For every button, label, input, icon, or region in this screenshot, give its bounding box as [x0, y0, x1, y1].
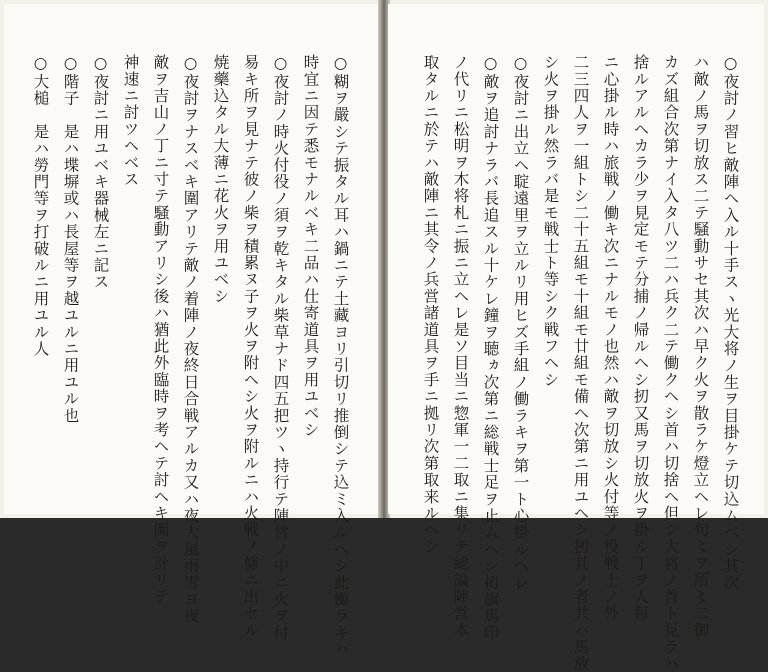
text-column: 焼藥込タル大薄ニ花火ヲ用ユベシ [211, 54, 230, 305]
text-column: ハ敵ノ馬ヲ切放ス二テ騒動サセ其次ハ早ク火ヲ散ラケ燈立ヘレ句〻ヲ所〻二御 [691, 54, 710, 639]
text-column: 敵ヲ吉山ノ丁ニ寸テ騒動アリシ後ハ猶此外臨時ヲ考ヘテ討ヘキ圖ヲ計リテ [151, 54, 170, 606]
text-column: 易キ所ヲ見ナテ彼ノ柴ヲ積累ヌ子ヲ火ヲ附ヘシ火ヲ附ルニハ火戦ノ條ニ出セル [241, 54, 260, 639]
text-column: ○夜討ヲナスベキ圍アリテ敵ノ着陣ノ夜終日合戦アルカ又ハ夜大風雨雪ヨ夜 [181, 54, 200, 625]
left-page [4, 4, 380, 658]
text-column: ○大槌 是ハ勞門等ヲ打破ルニ用ユル人 [31, 54, 50, 358]
text-column: ○夜討ノ習ヒ敵陣ヘ入ル十手スヽ光大将ノ生ヲ目掛ケテ切込ムベシ其次 [721, 54, 740, 591]
text-column: ○糊ヲ嚴シテ振タル耳ハ鍋ニテ土藏ヨリ引切リ推倒シテ込ミ入ルヘシ此働ラキハ [331, 54, 350, 658]
text-column: 二三四人ヲ一組トシ二十五組モ十組モ廿組モ備ヘ次第ニ用ユヘシ扨其ノ者共ハ馬放 [571, 54, 590, 672]
right-page [388, 4, 764, 672]
text-column: ノ代リニ松明ヲ木将札ニ振ニ立ヘレ是ソ目当ニ惣軍一二取ニ集リテ総論陣営本 [451, 54, 470, 639]
text-column: 取タルニ於テハ敵陣ニ其令ノ兵営諸道具ヲ手ニ拠リ次第取来ルヘシ [421, 54, 440, 555]
text-column: ニ心掛ル時ハ旅戦ノ働キ次ニナルモノ也然ハ敵ヲ切放シ火付等ノ役戦士ノ外 [601, 54, 620, 622]
text-column: ○敵ヲ追討ナラバ長追スル十ケレ鐘ヲ聴ヵ次第ニ総戦士足ヲ止ムヘシ扨旗馬印 [481, 54, 500, 641]
text-column: カズ組合次第ナイ入タ八ツ二ハ兵ク二テ働クヘシ首ハ切捨ヘ但シ大将ノ首ト見ラハ [661, 54, 680, 672]
text-column: 神速ニ討ツヘベス [121, 54, 140, 188]
text-column: ○夜討ニ用ユベキ器械左ニ記ス [91, 54, 110, 291]
text-column: ○階子 是ハ堞塀或ハ長屋等ヲ越ユルニ用ユル也 [61, 54, 80, 424]
text-column: シ火ヲ掛ル然ラバ是モ戦士ト等シク戦フヘシ [541, 54, 560, 388]
text-column: 時宜ニ因テ悉モナルベキ二品ハ仕寄道具ヲ用ユベシ [301, 54, 320, 439]
text-column: ○夜討ニ出立ヘ聢遠里ヲ立ルリ用ヒズ手組ノ働ラキヲ第一ト心掛ルヘレ [511, 54, 530, 591]
text-column: 捨ルアルヘカラ少ヲ見定モテ分捕ノ帰ルヘシ扨又馬ヲ切放火ヲ掛ル丁ヲ人每 [631, 54, 650, 622]
text-column: ○夜討ノ時火付役ノ須ヲ乾キタル柴草ナド四五把ツヽ持行テ陣営ノ中ニ火ヲ付 [271, 54, 290, 641]
